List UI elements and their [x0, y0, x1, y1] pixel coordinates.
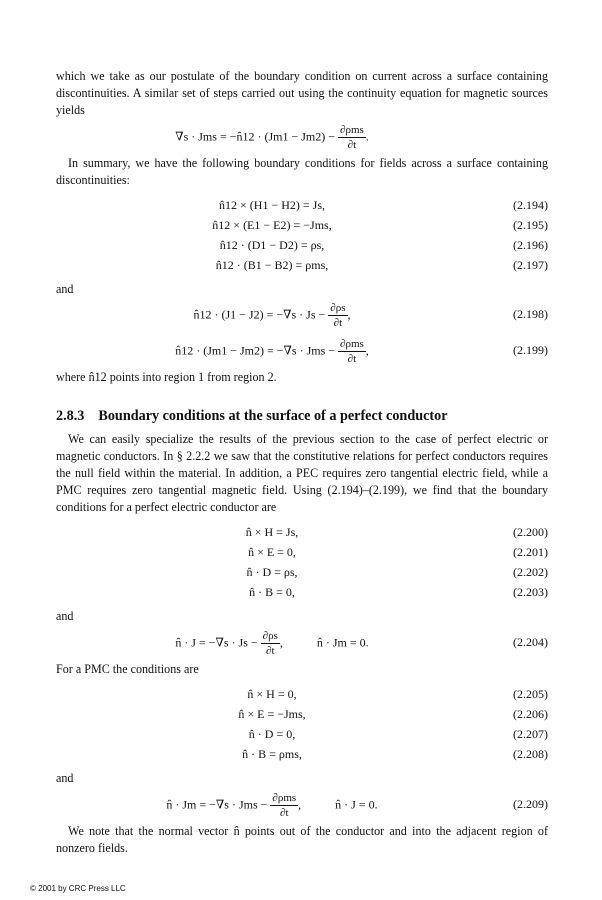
equation-number: (2.197): [513, 257, 548, 272]
equation-tail: .: [365, 128, 369, 143]
equation-2204: n̂ · J = −∇s · Js − $\frac{\partial\rho s}{\partial t}$ , n̂ · Jm = 0. (2.204): [175, 629, 548, 657]
fraction-denominator: ∂t: [347, 138, 357, 151]
equation-number: (2.198): [513, 307, 548, 322]
equation-2208: n̂ · B = ρms, (2.208): [242, 746, 548, 761]
connector-and: and: [56, 281, 74, 296]
fraction-numerator: ∂ρms: [272, 791, 297, 804]
equation-number: (2.206): [513, 706, 548, 721]
paragraph-perfect-conductors: We can easily specialize the results of the previous section to the case of perfect electric or magnetic conductors. In § 2.2.2 we saw that the constitutive relations for perfect conductors requires the null field within the material. In addition, a PEC requires zero tangential electric field, while a PMC requires zero tangential magnetic field. Using (2.194)–(2.199), we find that the boundary conditions for a perfect electric conductor are: [56, 432, 548, 514]
fraction-denominator: ∂t: [266, 644, 275, 657]
equation-number: (2.204): [513, 634, 548, 649]
equation-magnetic-continuity: [56, 119, 548, 155]
equation-2196: n̂12 · (D1 − D2) = ρs, (2.196): [219, 237, 548, 252]
page-body: [56, 68, 548, 856]
fraction-denominator: ∂t: [333, 317, 343, 330]
equation-2195: n̂12 × (E1 − E2) = −Jms, (2.195): [212, 217, 548, 232]
equation-number: (2.194): [513, 197, 548, 212]
equation-number: (2.196): [513, 237, 548, 252]
fraction: [328, 301, 347, 330]
equation-2197: n̂12 · (B1 − B2) = ρms, (2.197): [215, 257, 548, 272]
equation-number: (2.195): [513, 217, 548, 232]
paragraph-summary: In summary, we have the following boundary conditions for fields across a surface containing discontinuities:: [56, 155, 548, 187]
fraction: [261, 629, 280, 658]
paragraph-normal-direction: where n̂12 points into region 1 from region 2.: [56, 370, 277, 385]
section-heading: [56, 408, 548, 425]
copyright-footer: © 2001 by CRC Press LLC: [30, 884, 126, 893]
equation-number: (2.208): [513, 746, 548, 761]
equation-2199: n̂12 · (Jm1 − Jm2) = −∇s · Jms − $\frac{\text{∂ρms}}{\partial t}$ , (2.199): [175, 338, 548, 366]
equation-number: (2.209): [513, 796, 548, 811]
equation-lhs: ∇s · Jms = −n̂12 · (Jm1 − Jm2) −: [175, 128, 336, 143]
equation-number: (2.207): [513, 726, 548, 741]
fraction-denominator: ∂t: [280, 806, 289, 819]
paragraph-normal-vector: We note that the normal vector n̂ points out of the conductor and into the adjacent region of nonzero fields.: [56, 823, 548, 855]
equation-number: (2.199): [513, 343, 548, 358]
equation-number: (2.202): [513, 564, 548, 579]
section-number: 2.8.3: [56, 408, 85, 425]
paragraph-postulate: which we take as our postulate of the boundary condition on current across a surface containing discontinuities. A similar set of steps carried out using the continuity equation for magnetic sources yields: [56, 69, 548, 117]
fraction-numerator: ∂ρms: [340, 338, 364, 351]
fraction: [270, 791, 298, 820]
fraction-numerator: ∂ρs: [262, 629, 278, 642]
connector-and: and: [56, 770, 74, 785]
equation-2201: n̂ × E = 0, (2.201): [248, 544, 548, 559]
fraction-numerator: ∂ρs: [330, 302, 346, 315]
fraction: [338, 337, 366, 366]
equation-number: (2.201): [513, 544, 548, 559]
equation-number: (2.203): [513, 584, 548, 599]
section-title: Boundary conditions at the surface of a perfect conductor: [98, 408, 448, 425]
equation-number: (2.200): [513, 524, 548, 539]
fraction: [338, 123, 366, 152]
equation-2200: n̂ × H = Js, (2.200): [245, 524, 548, 539]
connector-and: and: [56, 608, 74, 623]
equation-2198: n̂12 · (J1 − J2) = −∇s · Js − $\frac{\partial\rho s}{\partial t}$ , (2.198): [193, 302, 548, 330]
equation-2209: n̂ · Jm = −∇s · Jms − $\frac{\text{∂ρms}}{\partial t}$ , n̂ · J = 0. (2.209): [166, 791, 548, 819]
equation-2202: n̂ · D = ρs, (2.202): [246, 564, 548, 579]
equation-2203: n̂ · B = 0, (2.203): [249, 584, 548, 599]
paragraph-pmc: For a PMC the conditions are: [56, 661, 199, 676]
fraction-numerator: ∂ρms: [340, 123, 364, 136]
equation-2206: n̂ × E = −Jms, (2.206): [238, 706, 548, 721]
equation-2207: n̂ · D = 0, (2.207): [248, 726, 548, 741]
equation-2205: n̂ × H = 0, (2.205): [247, 686, 548, 701]
equation-2194: n̂12 × (H1 − H2) = Js, (2.194): [219, 197, 548, 212]
fraction-denominator: ∂t: [347, 353, 357, 366]
equation-number: (2.205): [513, 686, 548, 701]
